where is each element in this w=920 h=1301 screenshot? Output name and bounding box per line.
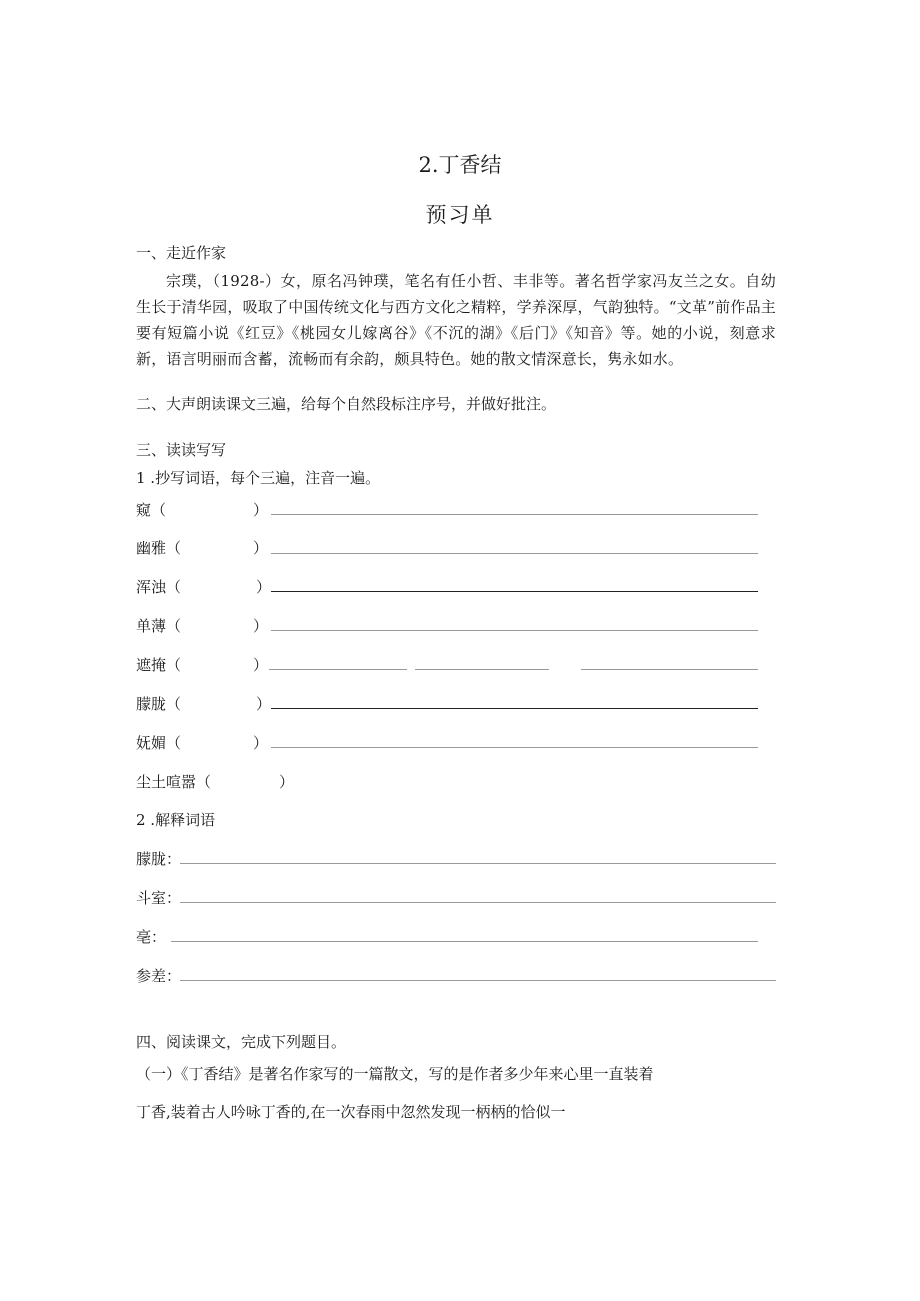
writing-line[interactable] [269, 669, 407, 670]
writing-line[interactable] [271, 514, 758, 515]
writing-line[interactable] [581, 669, 758, 670]
section3-heading: 三、读读写写 [136, 441, 227, 459]
author-paragraph: 宗璞，（1928-）女，原名冯钟璞，笔名有任小哲、丰非等。著名哲学家冯友兰之女。自幼生长于清华园，吸取了中国传统文化与西方文化之精粹，学养深厚，气韵独特。“文革”前作品主要有短篇小说《红豆》《桃园女儿嫁离谷》《不沉的湖》《后门》《知音》等。她的小说，刻意求新，语言明丽而含蓄，流畅而有余韵，颇具特色。她的散文情深意长，隽永如水。 [136, 272, 776, 368]
answer-line[interactable] [171, 941, 758, 942]
writing-line[interactable] [271, 553, 758, 554]
word-label: 单薄（ [136, 617, 182, 635]
writing-line[interactable] [271, 708, 758, 709]
word-label: 尘土喧嚣（ [136, 773, 212, 791]
answer-line[interactable] [180, 902, 776, 903]
word-label: 幽雅（ [136, 539, 182, 557]
writing-line[interactable] [415, 669, 549, 670]
close-paren: ） [253, 617, 269, 635]
writing-line[interactable] [271, 591, 758, 592]
writing-line[interactable] [271, 630, 758, 631]
section1-heading: 一、走近作家 [136, 244, 227, 262]
term-label: 亳： [136, 928, 167, 946]
word-label: 窥（ [136, 501, 167, 519]
term-label: 参差： [136, 967, 182, 985]
close-paren: ） [253, 734, 269, 752]
close-paren: ） [256, 695, 272, 713]
page-subtitle: 预习单 [425, 203, 495, 227]
term-label: 朦胧： [136, 850, 182, 868]
close-paren: ） [253, 656, 269, 674]
section2-heading: 二、大声朗读课文三遍，给每个自然段标注序号，并做好批注。 [136, 395, 557, 413]
reading-line-1: （一）《丁香结》是著名作家写的一篇散文，写的是作者多少年来心里一直装着 [136, 1065, 654, 1083]
q1-instruction: 1 .抄写词语，每个三遍，注音一遍。 [136, 469, 381, 487]
word-label: 朦胧（ [136, 695, 182, 713]
answer-line[interactable] [180, 980, 776, 981]
writing-line[interactable] [271, 747, 758, 748]
answer-line[interactable] [180, 863, 776, 864]
close-paren: ） [256, 578, 272, 596]
close-paren: ） [253, 539, 269, 557]
section4-heading: 四、阅读课文，完成下列题目。 [136, 1033, 347, 1051]
q2-instruction: 2 .解释词语 [136, 811, 216, 829]
word-label: 遮掩（ [136, 656, 182, 674]
page-title: 2.丁香结 [418, 153, 502, 177]
close-paren: ） [279, 773, 295, 791]
term-label: 斗室： [136, 889, 182, 907]
word-label: 浑浊（ [136, 578, 182, 596]
close-paren: ） [253, 501, 269, 519]
word-label: 妩媚（ [136, 734, 182, 752]
reading-line-2: 丁香,装着古人吟咏丁香的,在一次春雨中忽然发现一柄柄的恰似一 [136, 1103, 566, 1121]
